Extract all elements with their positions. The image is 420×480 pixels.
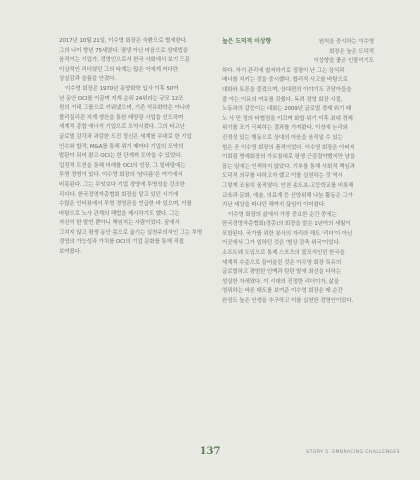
- body-line: 바탕으로 노사 관계의 해법을 제시하기도 했다. 그는: [59, 210, 180, 217]
- body-line: 하다. 자기 관리에 철저하기로 정평이 난 그는 상식과: [222, 67, 345, 74]
- body-line: 폴리실리콘 지게 생산을 통한 태양광 사업을 선도하며: [59, 114, 184, 121]
- body-line: 발판이 되어 왔고 OCI는 한 단계씩 도약을 수 있었다.: [59, 153, 182, 160]
- body-line: 보여줬다.: [59, 249, 82, 256]
- body-line: 그치지 않고 평생 동안 몸으로 옮기는 실천주의자인 그는 투명: [59, 229, 203, 236]
- left-text-column: [59, 37, 203, 258]
- body-line: 노동과의 갈등이는 대화는 2009년 글로벌 경제 위기 때: [222, 106, 351, 113]
- body-line: 완성도 높은 인생을 추구하고 이를 실천한 경영인이었다.: [222, 298, 354, 305]
- body-line: 돕는 일에는 인색하지 않았다. 기부를 통해 사회적 책임과: [222, 163, 355, 170]
- body-line: 움직이는 기업가, 경영인으로서 한국 사회에서 보기 드문: [59, 57, 191, 64]
- body-line: 포함된다. 국가를 위한 봉사의 자리라 해도 '리더'이 아닌: [222, 230, 353, 237]
- body-line: 지난 세상을 떠나던 해까지 끊임이 이어졌다.: [222, 202, 326, 209]
- heading-side-line-3: 이상향을 좇은 인물이기도: [313, 58, 374, 65]
- body-line: 위기를 조기 극복하는 결과를 가져왔다. 이성에 논리와: [222, 125, 348, 132]
- body-line: 도덕적 의무를 다하고자 했고 이를 실천하는 것 역시: [222, 173, 343, 180]
- body-line: 소프트웨 도입으로 통제 스포츠의 불모지인던 한국을: [222, 250, 345, 257]
- body-line: 이상적인 리더였던 그의 타계는 많은 이에게 커다란: [59, 66, 179, 73]
- body-line: 진정성 있는 행동으로 상대의 마음을 움직일 수 있는: [222, 134, 343, 141]
- body-line: 세계적 수준으로 끌어올린 것은 이수영 회장 특유의: [222, 259, 342, 266]
- body-line: 년 동안 OCI를 이끌며 지게 순위 24위라는 규모 12조: [59, 95, 184, 102]
- body-line: 그의 나이 향년 75세였다. 평생 아닌 마음으로 삼대법을: [59, 47, 189, 54]
- body-line: 영위하는 바른 태도를 보여준 이수영 회장은 매 순간: [222, 288, 343, 295]
- body-line: 성실한 자세였다. 이 시대의 진정한 리더이자, 삶을: [222, 278, 340, 285]
- body-line: 수많은 인터뷰에서 투명 경영론을 언급한 바 있으며, 이를: [59, 201, 192, 208]
- section-heading: 높은 도덕적 이상향: [222, 38, 272, 45]
- heading-side-line-1: 원칙을 중시하는 이수영: [318, 39, 374, 45]
- section-heading-row: [222, 37, 374, 48]
- body-line: 업정적 도전을 통해 미래를 OCI의 성장, 그 밑바탕에는: [59, 162, 186, 169]
- body-line: 대화와 토론을 즐겼으며, 상대편의 이야기도 귀담아들을: [222, 86, 352, 93]
- body-line: 글로벌하고 광범한 인맥과 탄탄 발에 최선을 다하는: [222, 269, 342, 276]
- body-line: 매너를 지키는 것을 중시했다. 합리적 사고를 바탕으로: [222, 77, 348, 84]
- body-line: 2017년 10월 21일, 이수영 회장은 숙환으로 별세한다.: [59, 38, 188, 44]
- body-line: 자신이 한 발언 뿐아니 책임지는 사람이었다. 꿈에서: [59, 220, 180, 227]
- heading-side-line-2: 회장은 높은 도덕적: [329, 48, 374, 55]
- body-line: 이수영 회장은 1970년 동양화학 입사 이후 50여: [65, 85, 179, 92]
- body-line: 세계적 종합 에너지 기업으로 도약시켰다. 그의 타고난: [59, 124, 185, 131]
- body-line: 투명 경영이 있다. 이수영 회장의 '남다름'은 여기에서: [59, 172, 183, 179]
- body-line: 리더다. 한국경영자총협회 회장을 맡고 있던 시기에: [59, 191, 179, 198]
- body-line: 힘은 곧 이수영 회장의 품격이었다. 이수영 회장은 아버지: [222, 144, 355, 151]
- body-line: 노 사 민 정의 타협점을 이끄며 화합 위기 이후 최대 경제: [222, 115, 353, 122]
- body-line: 이수영 회장의 삶에서 가장 중요한 순간 중에는: [228, 211, 337, 218]
- body-line: 교육과 문화, 예술, 의료계 등 선양위해 나눔 활동은 그가: [222, 192, 353, 199]
- body-line: 그렇게 조용히 움직였다. 인천 송도초-고등학교를 비롯해: [222, 182, 354, 189]
- body-line: 원의 거대 그룹으로 키워냈으며, 기존 석유화학은 아니라: [59, 105, 191, 112]
- running-footer-title: STORY 5. EMBRACING CHALLENGES: [306, 450, 400, 455]
- body-line: 경영의 가능성과 가치를 OCI의 기업 문화를 통해 직접: [59, 239, 184, 246]
- right-body-text: [222, 67, 374, 307]
- page-number: 137: [199, 446, 221, 457]
- body-line: 글로벌 감각과 과감한 도전 정신은 세계를 무대로 한 기업: [59, 133, 192, 140]
- body-line: 이곳에서 그가 일하던 것은 '범상 감축 위국'이었다.: [222, 240, 341, 247]
- body-line: 한국경영자총협회(경총)의 회장을 맡은 1년여의 세월이: [222, 221, 351, 228]
- body-line: 인수와 합작, M&A를 통해 위기 때마다 기업의 도약의: [59, 143, 184, 150]
- right-text-column: [222, 37, 374, 307]
- body-line: 상실감과 슬픔을 안겼다.: [59, 76, 116, 83]
- body-line: 이회림 명예회장의 가르침대로 평생 근검절약했지만 남을: [222, 154, 356, 161]
- body-line: 줄 아는 이유의 여유를 갖췄다. 독려 경영 회장 시절,: [222, 96, 343, 103]
- body-line: 비롯된다. 그는 무엇보다 기업 경영에 투명성을 강조한: [59, 181, 185, 188]
